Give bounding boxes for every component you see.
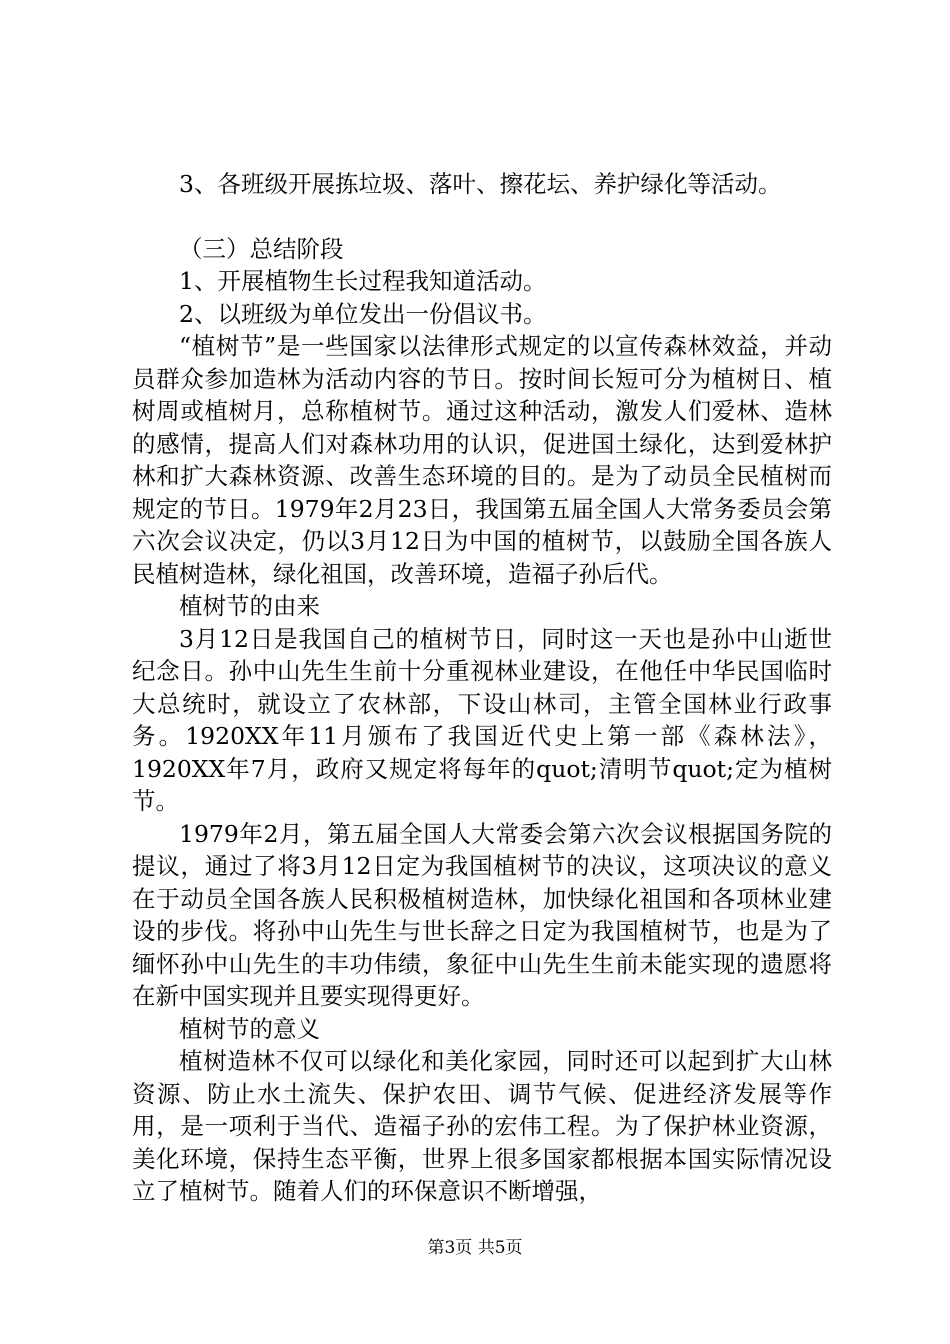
intro-paragraph: “植树节”是一些国家以法律形式规定的以宣传森林效益，并动员群众参加造林为活动内容的节日。按时间长短可分为植树日、植树周或植树月，总称植树节。通过这种活动，激发人们爱林、造林的感情，提高人们对森林功用的认识，促进国土绿化，达到爱林护林和扩大森林资源、改善生态环境的目的。是为了动员全民植树而规定的节日。1979年2月23日，我国第五届全国人大常务委员会第六次会议决定，仍以3月12日为中国的植树节，以鼓励全国各族人民植树造林，绿化祖国，改善环境，造福子孙后代。 [132,332,832,588]
origin-paragraph-1: 3月12日是我国自己的植树节日，同时这一天也是孙中山逝世纪念日。孙中山先生生前十分重视林业建设，在他任中华民国临时大总统时，就设立了农林部，下设山林司，主管全国林业行政事务。1920XX年11月颁布了我国近代史上第一部《森林法》，1920XX年7月，政府又规定将每年的quot;清明节quot;定为植树节。 [132,624,832,815]
summary-item-1: 1、开展植物生长过程我知道活动。 [179,267,547,295]
page-footer: 第3页 共5页 [427,1238,523,1258]
activity-item-3: 3、各班级开展拣垃圾、落叶、擦花坛、养护绿化等活动。 [179,170,782,198]
document-body [132,168,832,1208]
meaning-heading: 植树节的意义 [179,1014,320,1043]
origin-paragraph-2: 1979年2月，第五届全国人大常委会第六次会议根据国务院的提议，通过了将3月12日定为我国植树节的决议，这项决议的意义在于动员全国各族人民积极植树造林，加快绿化祖国和各项林业建设的步伐。将孙中山先生与世长辞之日定为我国植树节，也是为了缅怀孙中山先生的丰功伟绩，象征中山先生生前未能实现的遗愿将在新中国实现并且要实现得更好。 [132,819,832,1010]
paragraph-gap [132,201,832,233]
origin-heading: 植树节的由来 [179,592,320,620]
meaning-paragraph-1: 植树造林不仅可以绿化和美化家园，同时还可以起到扩大山林资源、防止水土流失、保护农田、调节气候、促进经济发展等作用，是一项利于当代、造福子孙的宏伟工程。为了保护林业资源，美化环境，保持生态平衡，世界上很多国家都根据本国实际情况设立了植树节。随着人们的环保意识不断增强， [132,1047,832,1205]
summary-item-2: 2、以班级为单位发出一份倡议书。 [179,299,547,328]
section-heading-summary: （三）总结阶段 [179,234,344,263]
